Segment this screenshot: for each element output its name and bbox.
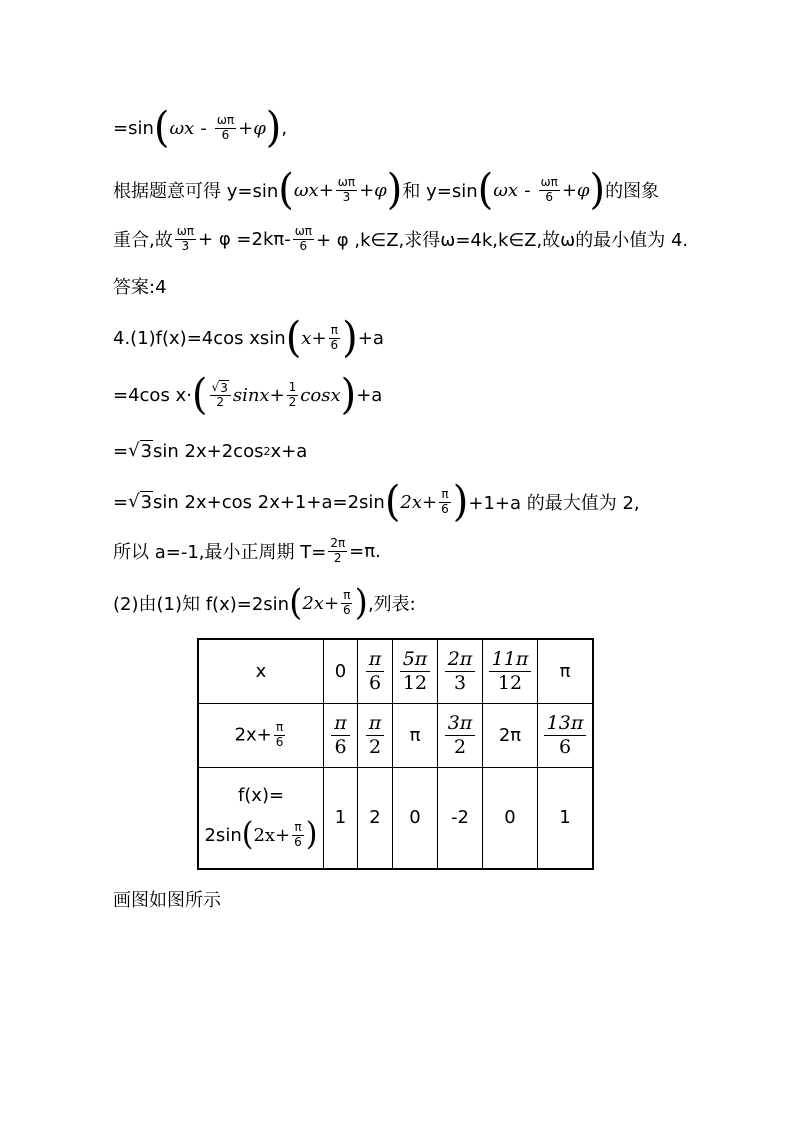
paren-right: ): [340, 370, 357, 420]
text: =: [113, 440, 129, 462]
table-cell: $\frac{\pi}{6}$: [324, 703, 358, 767]
table-cell: 0: [483, 767, 538, 869]
formula-line-2: [113, 165, 660, 215]
minus: -: [200, 117, 207, 139]
text: 所以 a=-1,最小正周期 T=: [113, 542, 327, 564]
table-cell: -2: [438, 767, 483, 869]
caption-text: 画图如图所示: [113, 890, 221, 911]
table-cell: π: [538, 639, 594, 703]
text: 重合,故: [113, 230, 173, 252]
formula-line-6: [113, 370, 383, 420]
fraction: $\frac{\omega\pi}{6}$: [540, 174, 558, 204]
text: x+a: [270, 440, 308, 462]
formula-line-1: [113, 103, 288, 153]
text: (2)由(1)知 f(x)=2sin: [113, 594, 290, 615]
text: sin 2x+cos 2x+1+a=2sin: [153, 491, 385, 513]
fraction: $\frac{\omega\pi}{6}$: [294, 224, 312, 253]
answer-line: [113, 273, 167, 299]
table-cell: $\frac{2\pi}{3}$: [438, 639, 483, 703]
table-cell: π: [393, 703, 438, 767]
paren-right: ): [386, 165, 403, 215]
paren-right: ): [452, 477, 469, 527]
math-term: 2x+: [302, 592, 340, 614]
math-term: sinx+: [232, 384, 285, 406]
table-cell: 2π: [483, 703, 538, 767]
math-term: ωx+: [293, 179, 334, 201]
fraction: $\frac{\pi}{6}$: [330, 322, 339, 352]
formula-line-5: [113, 313, 384, 363]
table-cell: 0: [393, 767, 438, 869]
table-cell: 2: [358, 767, 393, 869]
formula-line-3: [113, 225, 688, 254]
sqrt: √ 3: [128, 440, 153, 462]
paren-left: (: [191, 370, 208, 420]
fraction: $\frac{\pi}{6}$: [343, 587, 351, 617]
paren-right: ): [305, 816, 318, 854]
math-term: cosx: [300, 384, 341, 406]
text: + φ =2kπ-: [198, 228, 291, 250]
text: =4cos x·: [113, 384, 192, 406]
table-cell: $\frac{\pi}{6}$: [358, 639, 393, 703]
paren-left: (: [285, 313, 302, 363]
sqrt: √ 3: [128, 490, 153, 513]
fraction: $\frac{1}{2}$: [288, 379, 297, 409]
fraction: $\frac{\omega\pi}{3}$: [176, 224, 195, 253]
math-term: ωx: [493, 179, 519, 201]
table-row: [198, 767, 593, 869]
math-term: +φ: [561, 179, 590, 201]
text: =: [113, 491, 129, 513]
text: =sin: [113, 117, 154, 139]
minus: -: [524, 179, 531, 201]
table-cell: $\frac{13\pi}{6}$: [538, 703, 594, 767]
paren-right: ): [354, 582, 368, 624]
formula-line-8: [113, 477, 640, 527]
math-term: 2x+: [400, 491, 438, 513]
table-row: [198, 703, 593, 767]
fraction: $\frac{\omega\pi}{3}$: [337, 174, 356, 204]
paren-right: ): [265, 103, 282, 153]
paren-left: (: [153, 103, 170, 153]
superscript: 2: [263, 444, 271, 458]
text: 和 y=sin: [402, 181, 478, 202]
row-label-2x: 2x+ $\frac{\pi}{6}$: [198, 703, 324, 767]
table-cell: $\frac{3\pi}{2}$: [438, 703, 483, 767]
comma: ,: [281, 117, 288, 139]
text: sin 2x+2cos: [153, 440, 264, 462]
paren-left: (: [289, 582, 303, 624]
table-cell: $\frac{11\pi}{12}$: [483, 639, 538, 703]
formula-line-9: [113, 537, 381, 566]
table-cell: $\frac{\pi}{2}$: [358, 703, 393, 767]
text: + φ ,k∈Z,求得ω=4k,k∈Z,故ω的最小值为 4.: [316, 230, 689, 252]
text: +1+a 的最大值为 2,: [468, 493, 640, 514]
paren-right: ): [342, 313, 358, 363]
fraction: $\frac{2\pi}{2}$: [330, 536, 346, 565]
value-table: [197, 638, 594, 870]
math-term: x+: [301, 327, 327, 349]
row-label-fx: f(x)= 2sin ( 2x+ $\frac{\pi}{6}$ ): [198, 767, 324, 869]
formula-line-7: [113, 440, 307, 463]
text: 4.(1)f(x)=4cos xsin: [113, 327, 286, 349]
sqrt: √ 3: [211, 379, 228, 395]
table-cell: 1: [324, 767, 358, 869]
text: ,列表:: [367, 594, 416, 615]
paren-left: (: [477, 165, 494, 215]
paren-left: (: [384, 477, 401, 527]
paren-right: ): [589, 165, 606, 215]
text: 根据题意可得 y=sin: [113, 181, 279, 202]
text: +a: [356, 384, 383, 406]
table-cell: 0: [324, 639, 358, 703]
formula-line-10: [113, 582, 416, 624]
fraction: $\frac{\omega\pi}{6}$: [216, 112, 235, 142]
answer-text: 答案:4: [113, 277, 167, 298]
text: =π.: [349, 540, 381, 562]
fraction: √ 3 2: [210, 380, 231, 410]
fraction: $\frac{\pi}{6}$: [294, 819, 302, 849]
caption-line: [113, 886, 221, 912]
paren-left: (: [278, 165, 294, 215]
math-term: +φ: [238, 117, 266, 139]
table-row: [198, 639, 593, 703]
fraction: $\frac{\pi}{6}$: [275, 719, 284, 749]
text: +a: [357, 327, 384, 349]
paren-left: (: [241, 816, 254, 854]
table-cell: $\frac{5\pi}{12}$: [393, 639, 438, 703]
math-term: ωx: [169, 117, 195, 139]
row-label-x: x: [198, 639, 324, 703]
fraction: $\frac{\pi}{6}$: [441, 486, 449, 516]
table-cell: 1: [538, 767, 594, 869]
text: 的图象: [605, 181, 660, 202]
math-term: +φ: [359, 179, 387, 201]
